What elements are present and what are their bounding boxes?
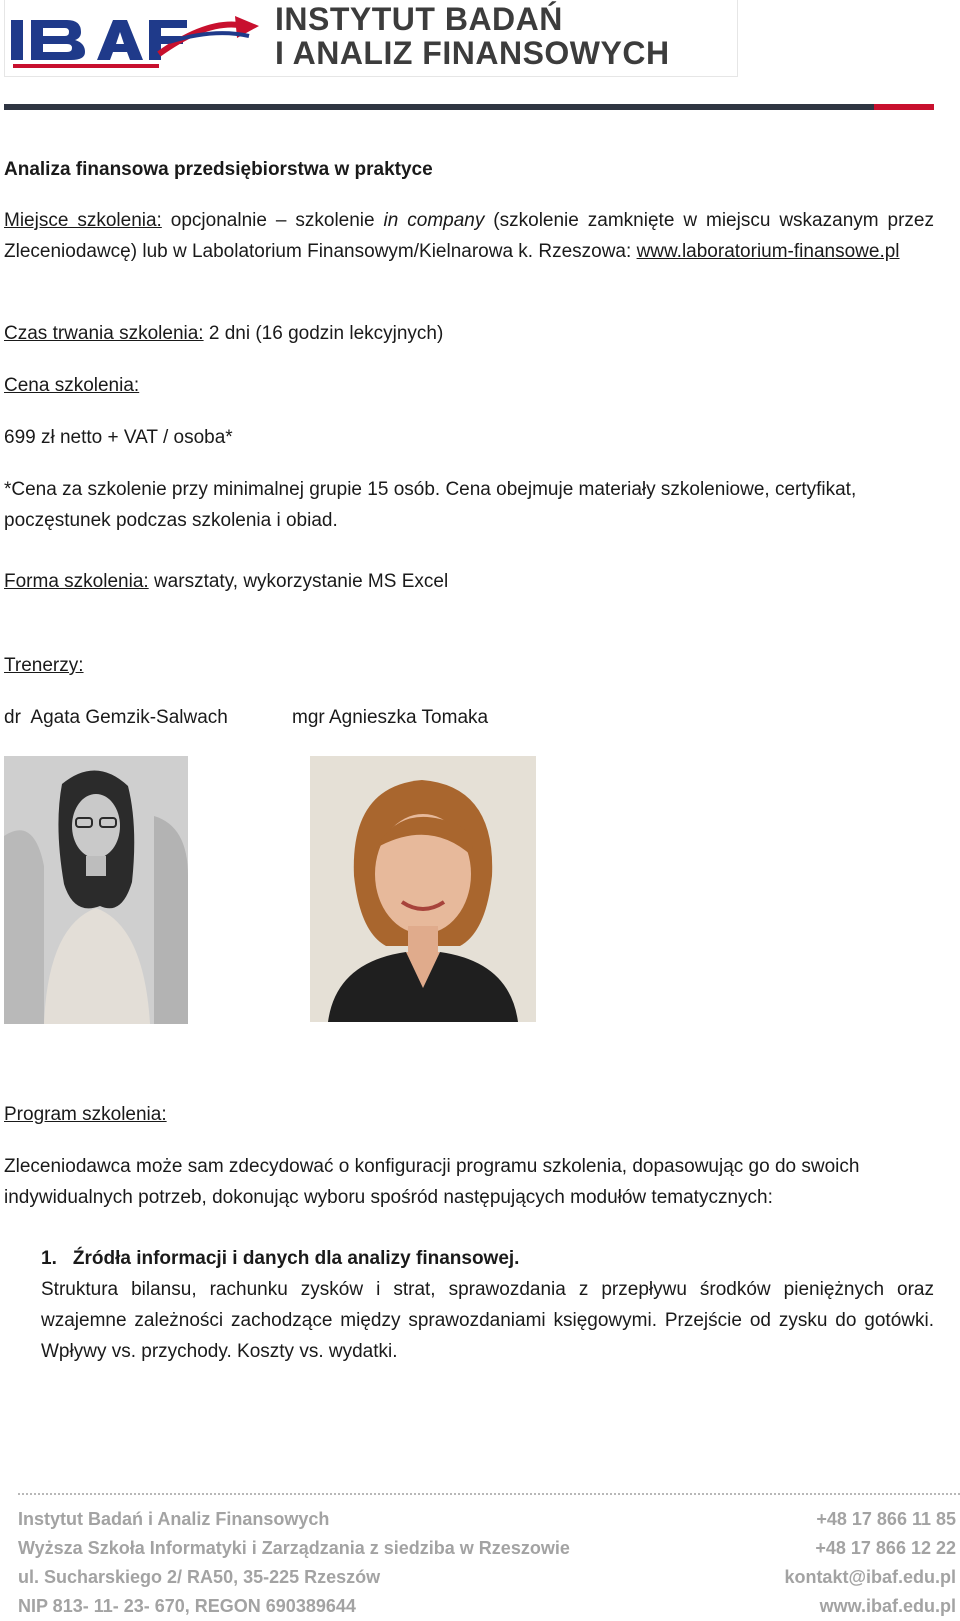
header-rule-red <box>874 104 934 110</box>
logo-line1: INSTYTUT BADAŃ <box>275 1 563 37</box>
duration-label: Czas trwania szkolenia: <box>4 323 204 344</box>
header-rule <box>4 104 934 110</box>
program-intro: Zleceniodawca może sam zdecydować o konfiguracji programu szkolenia, dopasowując go do swoich indywidualnych potrzeb, dokonując wyboru spośród następujących modułów tematycznych: <box>4 1156 860 1208</box>
price-note: *Cena za szkolenie przy minimalnej grupie 15 osób. Cena obejmuje materiały szkoleniowe, certyfikat, poczęstunek podczas szkolenia i obiad. <box>4 479 857 531</box>
program-label: Program szkolenia: <box>4 1104 167 1125</box>
location-text-b: (szkolenie zamknięte w miejscu wskazanym przez Zleceniodawcę) lub w Labolatorium Finansowym/Kielnarowa k. Rzeszowa: <box>4 210 934 262</box>
trainer-1-photo <box>4 756 188 1024</box>
module-1-title: Źródła informacji i danych dla analizy finansowej. <box>72 1248 520 1269</box>
trainer-2-portrait <box>310 756 536 1022</box>
footer-nip-regon: NIP 813- 11- 23- 670, REGON 690389644 <box>18 1596 356 1616</box>
form-label: Forma szkolenia: <box>4 571 149 592</box>
footer-org-name: Instytut Badań i Analiz Finansowych <box>18 1509 330 1529</box>
location-text-italic: in company <box>383 210 485 231</box>
form-paragraph <box>4 566 934 597</box>
duration-text: 2 dni (16 godzin lekcyjnych) <box>203 323 444 344</box>
form-text: warsztaty, wykorzystanie MS Excel <box>148 571 449 592</box>
module-1-number: 1. <box>41 1248 57 1269</box>
module-1-text: Struktura bilansu, rachunku zysków i strat, sprawozdania z przepływu środków pieniężnych oraz wzajemne zależności zachodzące między sprawozdaniami księgowymi. Przejście od zysku do gotówki. Wpływy vs. przychody. Koszty vs. wydatki. <box>41 1279 934 1362</box>
footer-phone-1: +48 17 866 11 85 <box>816 1509 956 1529</box>
location-paragraph <box>4 205 934 267</box>
duration-paragraph <box>4 318 934 349</box>
trainer-1-portrait <box>4 756 188 1024</box>
document-footer <box>18 1493 960 1616</box>
header-rule-gray <box>4 104 874 110</box>
course-title: Analiza finansowa przedsiębiorstwa w praktyce <box>4 159 433 180</box>
footer-phone-2: +48 17 866 12 22 <box>815 1538 956 1558</box>
location-label: Miejsce szkolenia: <box>4 210 162 231</box>
footer-street: ul. Sucharskiego 2/ RA50, 35-225 Rzeszów <box>18 1567 381 1587</box>
footer-contact <box>784 1505 956 1621</box>
ibaf-logo-text <box>275 2 670 70</box>
logo-line2: I ANALIZ FINANSOWYCH <box>275 35 670 71</box>
footer-address <box>18 1505 570 1621</box>
footer-school: Wyższa Szkoła Informatyki i Zarządzania z siedziba w Rzeszowie <box>18 1538 570 1558</box>
price-value: 699 zł netto + VAT / osoba* <box>4 427 233 448</box>
trainer-2-photo <box>310 756 536 1022</box>
location-text-a: opcjonalnie – szkolenie <box>161 210 384 231</box>
laboratorium-link[interactable]: www.laboratorium-finansowe.pl <box>636 241 900 262</box>
footer-rule <box>18 1493 960 1495</box>
trainers-label: Trenerzy: <box>4 655 84 676</box>
module-1-heading <box>41 1243 934 1274</box>
footer-email[interactable]: kontakt@ibaf.edu.pl <box>784 1567 956 1587</box>
price-label: Cena szkolenia: <box>4 375 140 396</box>
ibaf-logo <box>4 0 738 77</box>
ibaf-logo-mark <box>9 8 267 70</box>
document-header <box>0 0 960 112</box>
trainer-1-name: dr Agata Gemzik-Salwach <box>4 707 228 728</box>
trainer-2-name: mgr Agnieszka Tomaka <box>292 707 489 728</box>
footer-website[interactable]: www.ibaf.edu.pl <box>819 1596 956 1616</box>
